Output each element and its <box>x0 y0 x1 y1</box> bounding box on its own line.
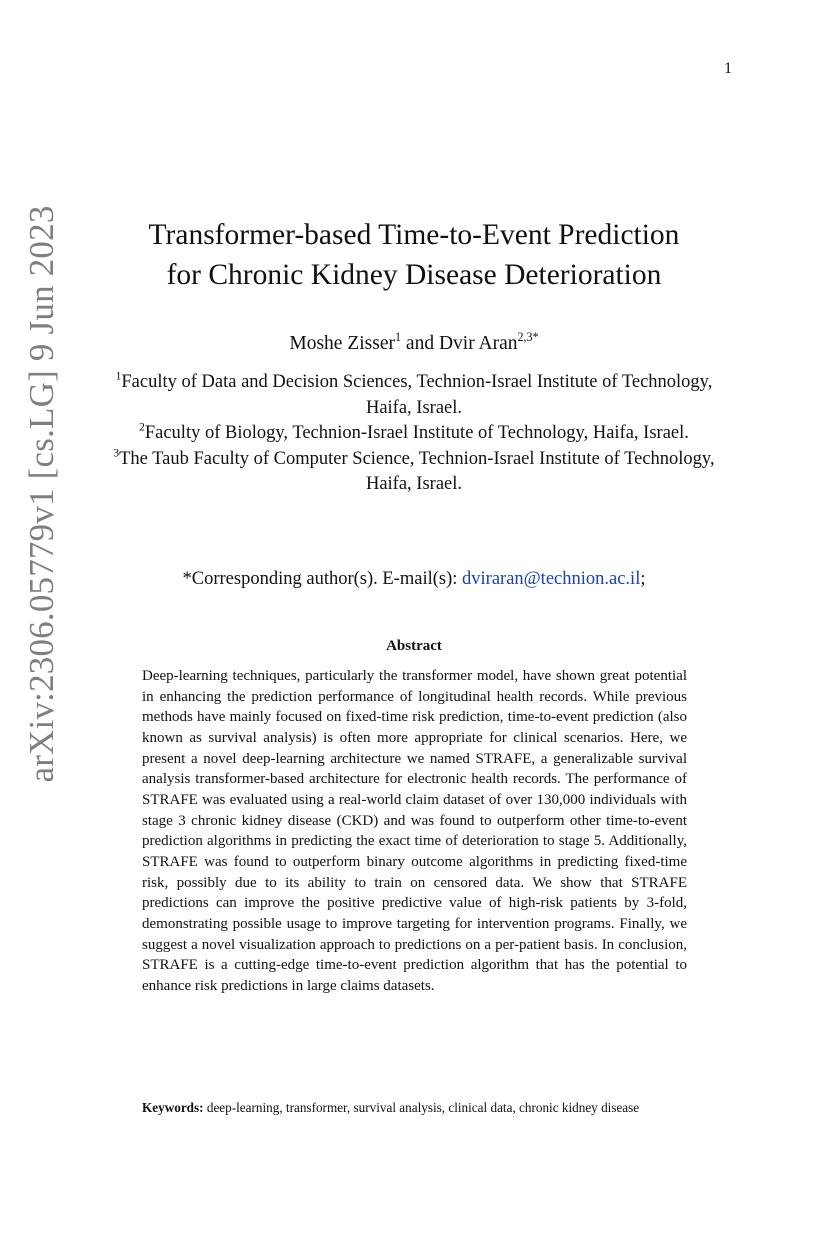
affiliation-marker: 3 <box>113 447 120 460</box>
affiliation-text: The Taub Faculty of Computer Science, Technion-Israel Institute of Technology, Haifa, Israel. <box>119 448 715 494</box>
keywords-text: deep-learning, transformer, survival analysis, clinical data, chronic kidney disease <box>203 1100 640 1115</box>
abstract-heading: Abstract <box>386 638 442 654</box>
author-name: Moshe Zisser <box>289 333 395 354</box>
affiliation-text: Faculty of Data and Decision Sciences, Technion-Israel Institute of Technology, Haifa, Israel. <box>121 372 713 418</box>
corresponding-label: *Corresponding author(s). E-mail(s): <box>182 569 463 589</box>
page-number: 1 <box>724 60 732 77</box>
affiliation-marker: 1 <box>115 370 122 383</box>
arxiv-identifier-text: arXiv:2306.05779v1 [cs.LG] 9 Jun 2023 <box>22 205 61 783</box>
title-line-2: for Chronic Kidney Disease Deterioration <box>166 259 662 291</box>
author-affiliation-marker: 1 <box>395 330 402 345</box>
author-name: Dvir Aran <box>438 333 518 354</box>
abstract-body: Deep-learning techniques, particularly the transformer model, have shown great potential in enhancing the prediction performance of longitudinal health records. While previous methods have mainly focused on fixed-time risk prediction, time-to-event prediction (also known as survival analysis) is often more appropriate for clinical scenarios. Here, we present a novel deep-learning architecture we named STRAFE, a generalizable survival analysis transformer-based architecture for electronic health records. The performance of STRAFE was evaluated using a real-world claim dataset of over 130,000 individuals with stage 3 chronic kidney disease (CKD) and was found to outperform other time-to-event prediction algorithms in predicting the exact time of deterioration to stage 5. Additionally, STRAFE was found to outperform binary outcome algorithms in predicting fixed-time risk, possibly due to its ability to train on censored data. We show that STRAFE predictions can improve the positive predictive value of high-risk patients by 3-fold, demonstrating possible usage to improve targeting for intervention programs. Finally, we suggest a novel visualization approach to predictions on a per-patient basis. In conclusion, STRAFE is a cutting-edge time-to-event prediction algorithm that has the potential to enhance risk predictions in large claims datasets. <box>142 668 687 994</box>
author-list <box>100 330 728 355</box>
arxiv-identifier-stamp <box>0 0 84 1255</box>
title-line-1: Transformer-based Time-to-Event Prediction <box>148 219 680 251</box>
author-conjunction: and <box>401 333 439 354</box>
affiliation-list <box>100 370 728 498</box>
affiliation-item <box>100 370 728 421</box>
paper-title <box>100 215 728 295</box>
affiliation-item <box>100 421 728 447</box>
author-affiliation-marker: 2,3* <box>517 330 539 345</box>
affiliation-marker: 2 <box>139 421 145 434</box>
keywords <box>142 1099 687 1118</box>
corresponding-suffix: ; <box>640 569 646 589</box>
affiliation-text: Faculty of Biology, Technion-Israel Institute of Technology, Haifa, Israel. <box>144 423 689 443</box>
affiliation-item <box>100 447 728 498</box>
keywords-label: Keywords: <box>142 1100 204 1115</box>
corresponding-author <box>100 569 728 590</box>
email-link[interactable]: dviraran@technion.ac.il <box>462 569 641 589</box>
